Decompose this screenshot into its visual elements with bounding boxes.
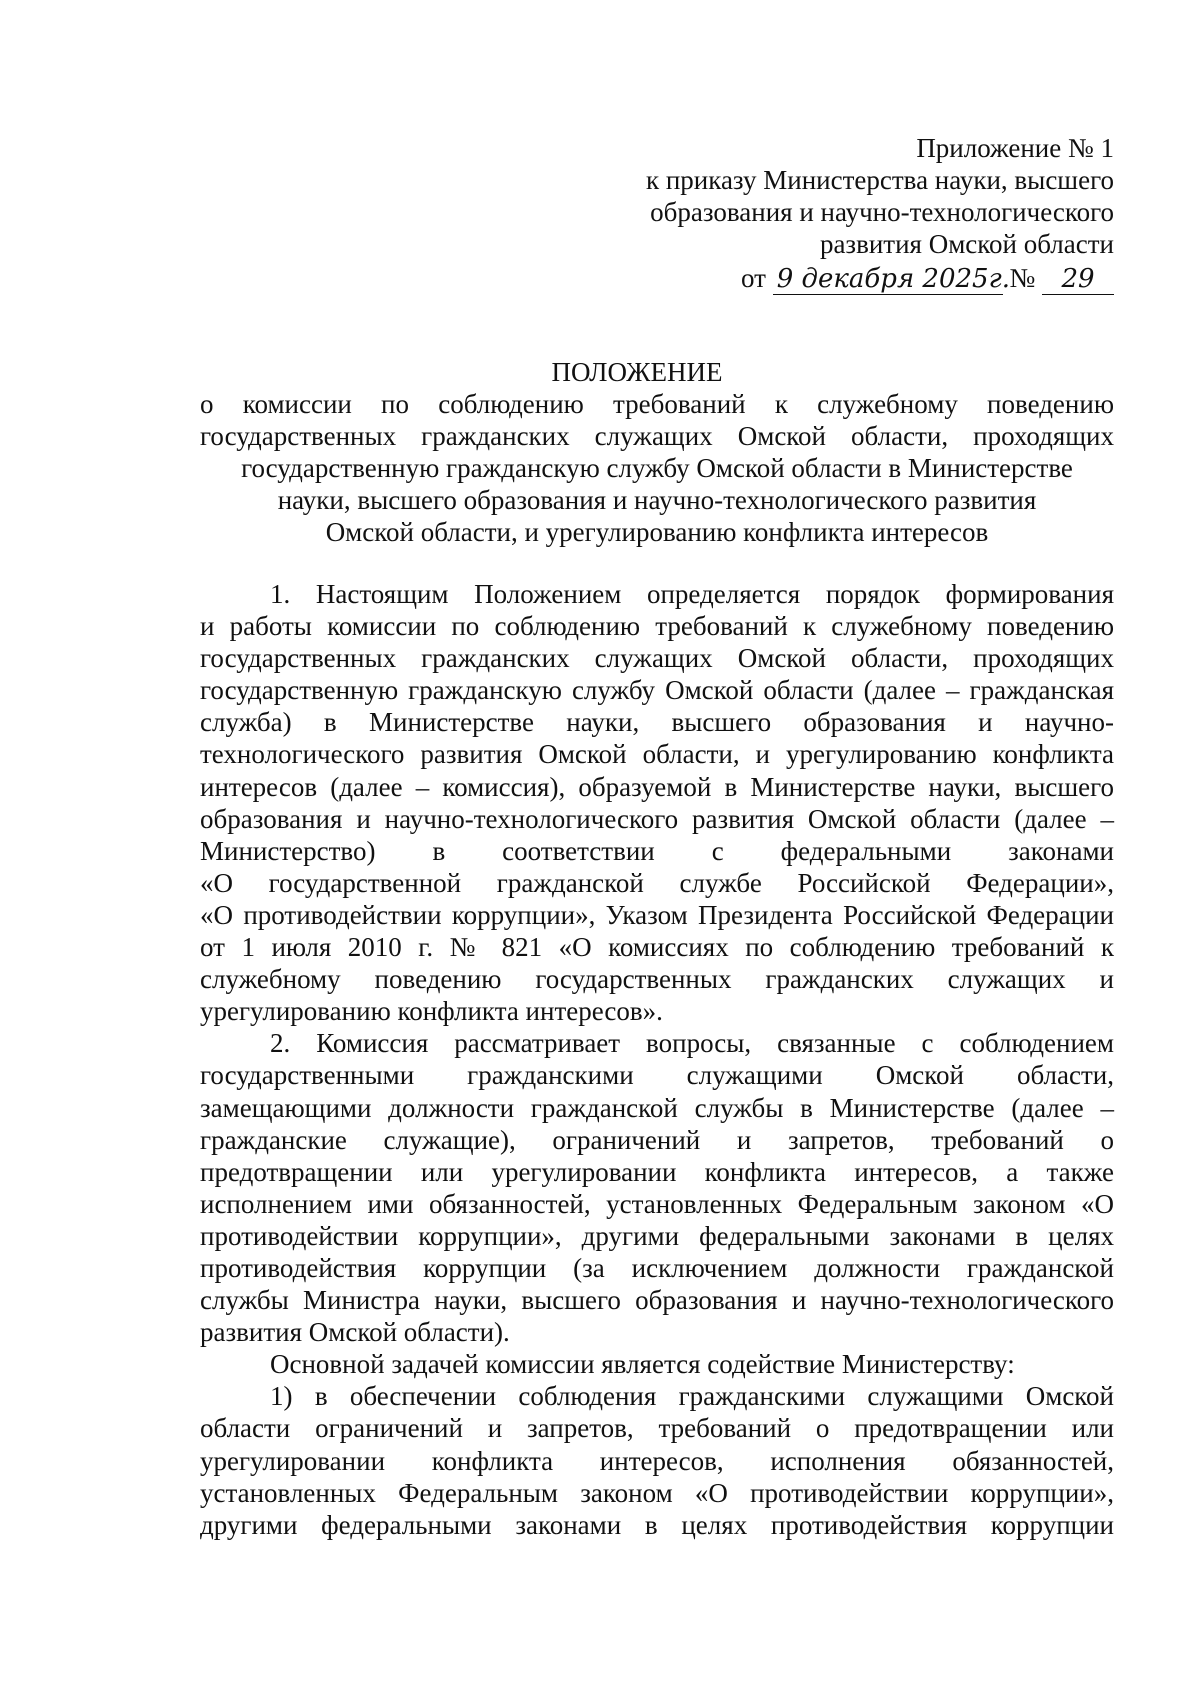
date-prefix: от [741,263,766,293]
body-line: «О противодействии коррупции», Указом Президента Российской Федерации [200,899,1114,930]
document-heading: ПОЛОЖЕНИЕ [551,357,723,387]
appendix-line: развития Омской области [819,229,1114,259]
body-line: государственную гражданскую службу Омской области (далее – гражданская [200,675,1114,706]
body-line: области ограничений и запретов, требований о предотвращении или [200,1413,1114,1444]
body-line: «О государственной гражданской службе Российской Федерации», [200,867,1114,898]
body-line: государственными гражданскими служащими Омской области, [200,1060,1114,1091]
body-line: служебному поведению государственных гражданских служащих и [200,964,1114,995]
body-line: служба) в Министерстве науки, высшего образования и научно- [200,707,1114,738]
document-title-block [200,356,1114,548]
body-line: службы Министра науки, высшего образования и научно-технологического [200,1285,1114,1316]
body-line: от 1 июля 2010 г. № 821 «О комиссиях по соблюдению требований к [200,932,1114,963]
body-line: интересов (далее – комиссия), образуемой в Министерстве науки, высшего [200,771,1114,802]
body-line: образования и научно-технологического развития Омской области (далее – [200,803,1114,834]
body-line: урегулировании конфликта интересов, исполнения обязанностей, [200,1445,1114,1476]
body-line: предотвращении или урегулировании конфликта интересов, а также [200,1156,1114,1187]
body-line: исполнением ими обязанностей, установленных Федеральным законом «О [200,1188,1114,1219]
body-line: 1) в обеспечении соблюдения гражданскими служащими Омской [270,1381,1114,1412]
body-line: 2. Комиссия рассматривает вопросы, связанные с соблюдением [270,1028,1114,1059]
body-line: технологического развития Омской области, и урегулированию конфликта [200,739,1114,770]
body-line: Основной задачей комиссии является содействие Министерству: [270,1349,1015,1380]
body-line: противодействии коррупции», другими федеральными законами в целях [200,1220,1114,1251]
title-line: государственных гражданских служащих Омской области, проходящих [200,421,1114,451]
number-label: № [1009,263,1036,293]
body-line: гражданские служащие), ограничений и запретов, требований о [200,1124,1114,1155]
body-line: и работы комиссии по соблюдению требований к служебному поведению [200,611,1114,642]
body-line: противодействия коррупции (за исключением должности гражданской [200,1252,1114,1283]
body-line: урегулированию конфликта интересов». [200,996,663,1027]
body-line: замещающими должности гражданской службы в Министерстве (далее – [200,1092,1114,1123]
handwritten-date: 9 декабря 2025г. [773,264,1003,295]
body-line: другими федеральными законами в целях противодействия коррупции [200,1509,1114,1540]
title-line: государственную гражданскую службу Омской области в Министерстве [241,453,1073,483]
title-line: науки, высшего образования и научно-технологического развития [277,485,1037,515]
body-line: Министерство) в соответствии с федеральными законами [200,835,1114,866]
title-line: Омской области, и урегулированию конфликта интересов [325,517,989,547]
appendix-line: Приложение № 1 [916,133,1114,163]
appendix-line: образования и научно-технологического [650,197,1114,227]
handwritten-number: 29 [1042,264,1114,295]
body-line: установленных Федеральным законом «О противодействии коррупции», [200,1477,1114,1508]
appendix-line: к приказу Министерства науки, высшего [645,165,1114,195]
appendix-block [620,132,1114,260]
document-body [200,578,1114,1541]
order-date-line [620,262,1114,295]
body-line: 1. Настоящим Положением определяется порядок формирования [270,579,1114,609]
body-line: развития Омской области). [200,1317,510,1348]
title-line: о комиссии по соблюдению требований к служебному поведению [200,389,1114,419]
body-line: государственных гражданских служащих Омской области, проходящих [200,643,1114,674]
